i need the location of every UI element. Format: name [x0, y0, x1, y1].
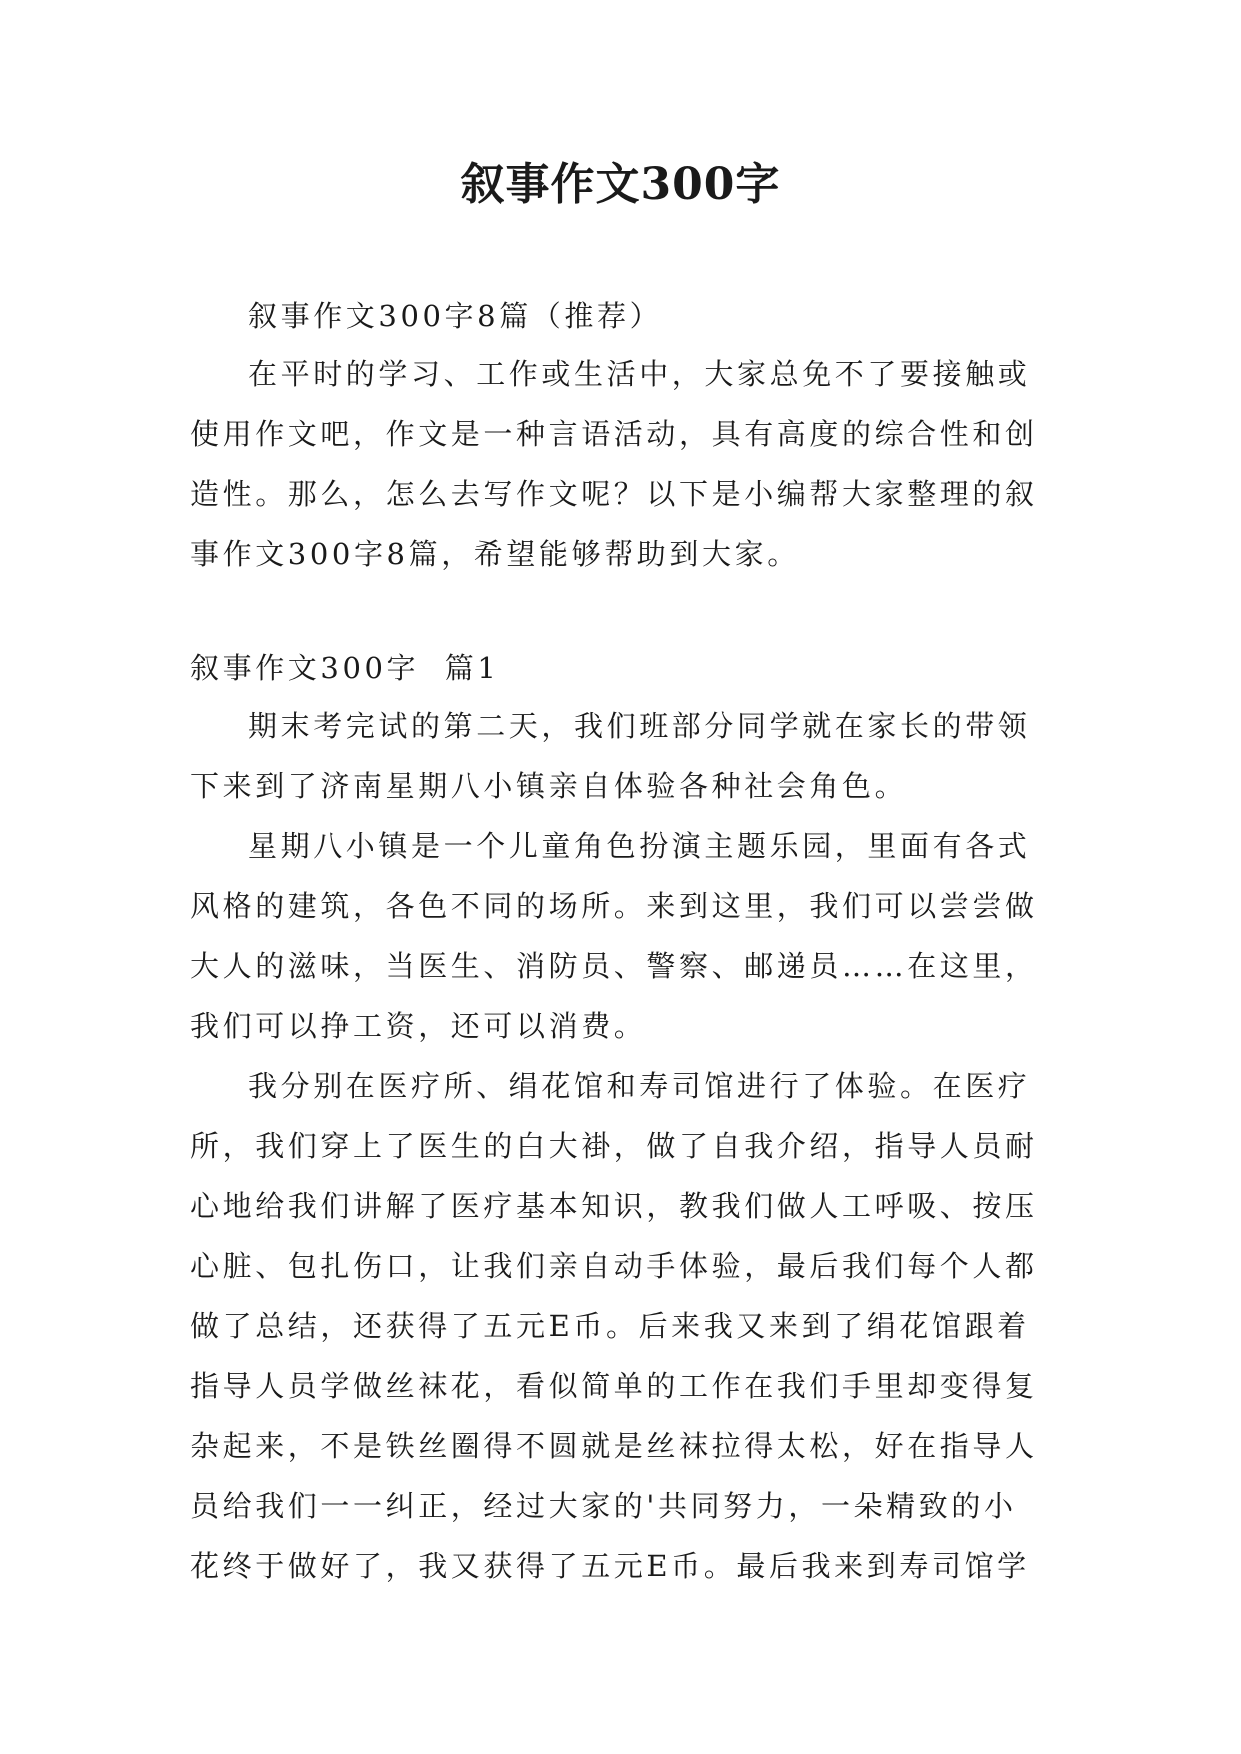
section-content — [190, 696, 1062, 1596]
document-subtitle — [190, 286, 1062, 346]
intro-line: 造性。那么，怎么去写作文呢？以下是小编帮大家整理的叙 — [190, 477, 1038, 511]
document-title: 叙事作文300字 — [460, 159, 781, 210]
paragraph-line: 做了总结，还获得了五元E币。后来我又来到了绢花馆跟着 — [190, 1309, 1030, 1343]
paragraph-line: 我们可以挣工资，还可以消费。 — [190, 1009, 647, 1043]
paragraph-line: 所，我们穿上了医生的白大褂，做了自我介绍，指导人员耐 — [190, 1129, 1038, 1163]
paragraph-line: 期末考完试的第二天，我们班部分同学就在家长的带领 — [248, 709, 1031, 743]
intro-paragraph — [190, 344, 1062, 584]
paragraph-line: 大人的滋味，当医生、消防员、警察、邮递员……在这里， — [190, 949, 1038, 983]
paragraph — [190, 696, 1062, 816]
paragraph-line: 风格的建筑，各色不同的场所。来到这里，我们可以尝尝做 — [190, 889, 1038, 923]
intro-line: 事作文300字8篇，希望能够帮助到大家。 — [190, 537, 800, 571]
intro-line: 在平时的学习、工作或生活中，大家总免不了要接触或 — [248, 357, 1031, 391]
paragraph-line: 指导人员学做丝袜花，看似简单的工作在我们手里却变得复 — [190, 1369, 1038, 1403]
paragraph-line: 杂起来，不是铁丝圈得不圆就是丝袜拉得太松，好在指导人 — [190, 1429, 1038, 1463]
paragraph — [190, 1056, 1062, 1596]
paragraph-line: 我分别在医疗所、绢花馆和寿司馆进行了体验。在医疗 — [248, 1069, 1031, 1103]
paragraph-line: 下来到了济南星期八小镇亲自体验各种社会角色。 — [190, 769, 908, 803]
paragraph-line: 员给我们一一纠正，经过大家的'共同努力，一朵精致的小 — [190, 1489, 1017, 1523]
intro-line: 使用作文吧，作文是一种言语活动，具有高度的综合性和创 — [190, 417, 1038, 451]
paragraph-line: 花终于做好了，我又获得了五元E币。最后我来到寿司馆学 — [190, 1549, 1030, 1583]
paragraph-line: 星期八小镇是一个儿童角色扮演主题乐园，里面有各式 — [248, 829, 1031, 863]
paragraph-line: 心脏、包扎伤口，让我们亲自动手体验，最后我们每个人都 — [190, 1249, 1038, 1283]
subtitle-text: 叙事作文300字8篇（推荐） — [248, 299, 663, 333]
section-heading: 叙事作文300字 篇1 — [190, 651, 500, 685]
paragraph-line: 心地给我们讲解了医疗基本知识，教我们做人工呼吸、按压 — [190, 1189, 1038, 1223]
paragraph — [190, 816, 1062, 1056]
